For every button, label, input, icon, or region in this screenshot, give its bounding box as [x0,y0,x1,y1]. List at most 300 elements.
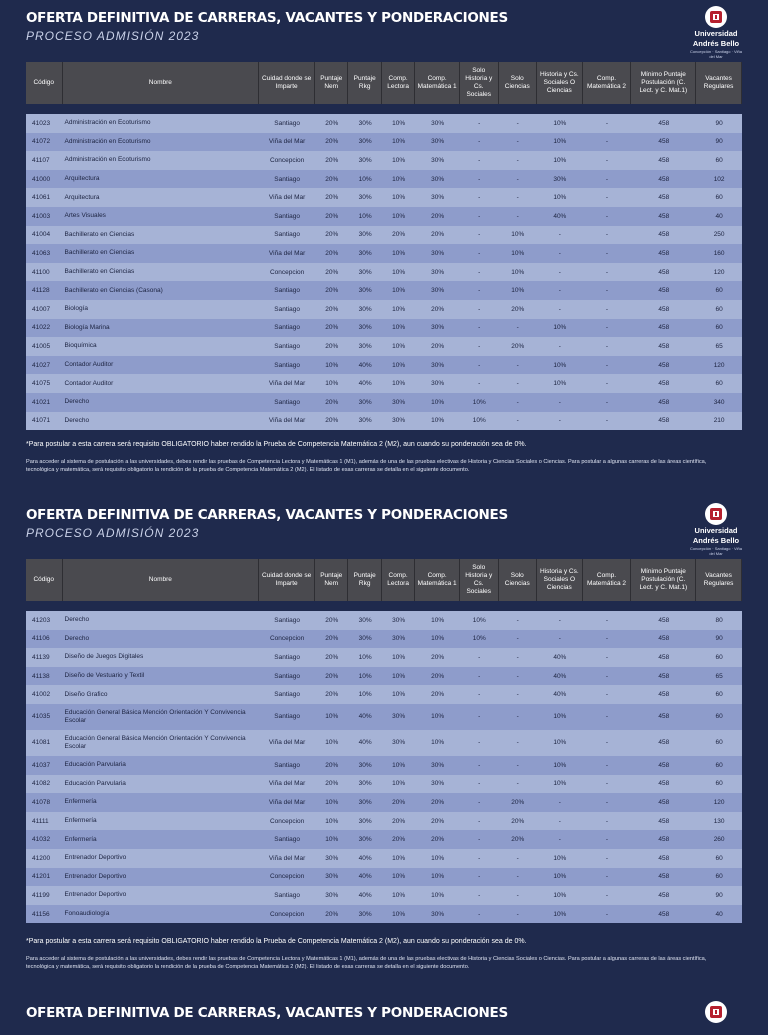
table-row [26,226,742,245]
table-cell: 40% [348,356,381,375]
table-cell: - [583,685,632,704]
table-cell: - [460,886,499,905]
table-cell: 160 [696,244,742,263]
table-cell: Concepcion [259,812,315,831]
table-cell: 20% [382,830,415,849]
career-name: Educación General Básica Mención Orientación Y Convivencia Escolar [63,730,260,756]
table-cell: 30% [348,793,381,812]
table-cell: 30% [415,281,460,300]
table-row [26,849,742,868]
table-cell: 458 [631,281,696,300]
university-logo [688,503,744,556]
table-cell: - [499,730,538,756]
table-cell: 458 [631,812,696,831]
table-cell: - [460,793,499,812]
career-name: Diseño de Vestuario y Textil [63,667,260,686]
table-cell: - [583,374,632,393]
table-cell: - [460,226,499,245]
table-cell: 20% [315,170,348,189]
table-cell: - [460,319,499,338]
table-cell: 30% [415,756,460,775]
table-cell: 458 [631,611,696,630]
table-cell: 40% [537,207,583,226]
table-cell: - [499,630,538,649]
admission-note: Para acceder al sistema de postulación a las universidades, debes rendir las pruebas de Competencia Lectora y Matemáticas 1 (M1), además de una de las pruebas electivas de Historia y Ciencias Sociales o Ciencias. Para postular a algunas carreras de las áreas científica, tecnológica y matemática, será requisito obligatorio la rendición de la prueba de Competencia Matemática 2 (M2). El listado de esas carreras se detalla en el siguiente documento. [26,459,707,473]
table-cell: 30% [382,412,415,431]
table-cell: 30% [348,226,381,245]
table-cell: 60 [696,188,742,207]
table-cell: - [537,281,583,300]
table-cell: 458 [631,830,696,849]
table-cell: 10% [415,630,460,649]
footnote: *Para postular a esta carrera será requisito OBLIGATORIO haber rendido la Prueba de Competencia Matemática 2 (M2), aun cuando su ponderación sea de 0%. [26,441,527,448]
table-cell: 30% [415,319,460,338]
table-cell: 10% [460,630,499,649]
table-cell: 60 [696,756,742,775]
table-cell: - [583,730,632,756]
table-cell: 10% [315,793,348,812]
university-logo [688,6,744,59]
table-cell: 10% [537,730,583,756]
table-row [26,337,742,356]
table-cell: Santiago [259,667,315,686]
table-cell: - [499,704,538,730]
table-cell: - [499,849,538,868]
table-cell: - [499,170,538,189]
table-cell: 10% [537,756,583,775]
table-cell: - [499,648,538,667]
table-cell: 40% [348,849,381,868]
table-cell: - [499,374,538,393]
career-code: 41027 [26,356,63,375]
table-cell: - [583,170,632,189]
table-cell: 120 [696,356,742,375]
table-cell: 20% [415,226,460,245]
table-cell: - [583,319,632,338]
table-cell: 10% [415,730,460,756]
career-code: 41201 [26,868,63,887]
career-code: 41199 [26,886,63,905]
table-cell: 20% [315,207,348,226]
table-cell: Santiago [259,226,315,245]
table-cell: 30% [415,114,460,133]
table-cell: 30% [382,630,415,649]
table-cell: 10% [499,226,538,245]
table-cell: 102 [696,170,742,189]
table-cell: Viña del Mar [259,188,315,207]
table-row [26,830,742,849]
table-cell: Concepcion [259,263,315,282]
career-name: Entrenador Deportivo [63,868,260,887]
table-cell: 40% [537,667,583,686]
table-cell: 10% [315,704,348,730]
table-cell: 20% [315,114,348,133]
table-cell: 40 [696,905,742,924]
table-cell: 10% [348,170,381,189]
table-cell: 458 [631,630,696,649]
logo-name-line2: Andrés Bello [692,536,740,545]
table-row [26,281,742,300]
footnote: *Para postular a esta carrera será requisito OBLIGATORIO haber rendido la Prueba de Competencia Matemática 2 (M2), aun cuando su ponderación sea de 0%. [26,938,527,945]
table-cell: 20% [415,337,460,356]
column-header: Código [26,62,63,104]
table-cell: - [460,905,499,924]
career-name: Arquitectura [63,170,260,189]
column-header: Puntaje Rkg [348,62,381,104]
table-cell: - [460,151,499,170]
table-cell: Santiago [259,685,315,704]
table-cell: 20% [315,905,348,924]
table-cell: 10% [315,812,348,831]
table-cell: - [583,393,632,412]
career-code: 41111 [26,812,63,831]
table-cell: 30% [415,263,460,282]
table-cell: 60 [696,648,742,667]
table-cell: - [499,905,538,924]
table-cell: 20% [315,667,348,686]
table-cell: 40% [348,704,381,730]
table-cell: 458 [631,151,696,170]
career-code: 41138 [26,667,63,686]
table-cell: - [537,337,583,356]
table-row [26,319,742,338]
table-cell: 20% [382,812,415,831]
table-cell: Santiago [259,281,315,300]
table-cell: 20% [315,263,348,282]
career-code: 41002 [26,685,63,704]
table-cell: Santiago [259,830,315,849]
column-header: Comp. Matemática 2 [583,559,632,601]
career-name: Arquitectura [63,188,260,207]
table-cell: 20% [499,812,538,831]
career-name: Biología [63,300,260,319]
career-code: 41072 [26,133,63,152]
table-cell: 10% [382,868,415,887]
table-cell: 20% [315,630,348,649]
table-cell: - [499,611,538,630]
table-cell: - [537,630,583,649]
table-cell: 10% [537,356,583,375]
table-cell: 40% [348,868,381,887]
column-header: Comp. Lectora [382,62,415,104]
table-header-row [26,559,742,601]
career-code: 41005 [26,337,63,356]
table-cell: 10% [315,374,348,393]
career-code: 41107 [26,151,63,170]
table-row [26,868,742,887]
table-cell: Viña del Mar [259,849,315,868]
table-cell: 10% [382,667,415,686]
table-cell: Santiago [259,207,315,226]
table-cell: - [583,648,632,667]
table-cell: 30% [348,337,381,356]
table-cell: 10% [537,151,583,170]
table-cell: 10% [382,188,415,207]
table-cell: 30% [348,300,381,319]
table-cell: 20% [499,793,538,812]
table-cell: - [460,868,499,887]
admission-note: Para acceder al sistema de postulación a las universidades, debes rendir las pruebas de Competencia Lectora y Matemáticas 1 (M1), además de una de las pruebas electivas de Historia y Ciencias Sociales o Ciencias. Para postular a algunas carreras de las áreas científica, tecnológica y matemática, será requisito obligatorio la rendición de la prueba de Competencia Matemática 2 (M2). El listado de esas carreras se detalla en el siguiente documento. [26,956,707,970]
career-code: 41007 [26,300,63,319]
table-row [26,630,742,649]
career-code: 41106 [26,630,63,649]
table-cell: - [499,133,538,152]
career-code: 41200 [26,849,63,868]
table-cell: 10% [315,830,348,849]
table-cell: - [583,905,632,924]
career-name: Fonoaudiología [63,905,260,924]
table-cell: - [499,393,538,412]
page-subtitle: PROCESO ADMISIÓN 2023 [26,29,200,43]
table-cell: 60 [696,730,742,756]
table-cell: 30% [348,319,381,338]
column-header: Comp. Lectora [382,559,415,601]
table-cell: 20% [315,412,348,431]
career-name: Biología Marina [63,319,260,338]
table-cell: 458 [631,849,696,868]
table-cell: 458 [631,244,696,263]
table-cell: 10% [382,319,415,338]
table-cell: Santiago [259,611,315,630]
table-cell: 30% [415,133,460,152]
career-code: 41000 [26,170,63,189]
table-cell: - [499,188,538,207]
table-cell: - [583,226,632,245]
table-cell: - [460,685,499,704]
column-header: Historia y Cs. Sociales O Ciencias [537,559,583,601]
table-cell: 40% [348,730,381,756]
table-cell: 10% [348,685,381,704]
table-cell: - [537,830,583,849]
table-cell: 10% [348,648,381,667]
table-cell: 20% [315,611,348,630]
column-header: Solo Historia y Cs. Sociales [460,559,499,601]
table-cell: - [583,356,632,375]
table-cell: 458 [631,263,696,282]
table-cell: Viña del Mar [259,793,315,812]
table-cell: Santiago [259,886,315,905]
table-cell: - [460,133,499,152]
table-row [26,886,742,905]
table-cell: 30% [315,868,348,887]
career-name: Artes Visuales [63,207,260,226]
career-code: 41082 [26,775,63,794]
table-cell: 20% [315,133,348,152]
table-cell: 60 [696,374,742,393]
table-cell: 65 [696,337,742,356]
table-cell: - [499,667,538,686]
logo-name-line1: Universidad [694,29,738,38]
table-cell: 20% [415,207,460,226]
table-row [26,648,742,667]
table-cell: 30% [382,611,415,630]
table-cell: Viña del Mar [259,775,315,794]
table-cell: - [499,685,538,704]
column-header: Vacantes Regulares [696,559,742,601]
table-cell: 30% [348,393,381,412]
career-name: Administración en Ecoturismo [63,151,260,170]
table-cell: 20% [315,188,348,207]
table-cell: 10% [499,244,538,263]
career-name: Enfermería [63,812,260,831]
table-cell: - [460,730,499,756]
table-cell: 30% [537,170,583,189]
career-name: Derecho [63,412,260,431]
table-cell: - [499,756,538,775]
table-cell: - [583,704,632,730]
table-cell: 458 [631,114,696,133]
career-name: Derecho [63,611,260,630]
table-cell: 210 [696,412,742,431]
table-row [26,812,742,831]
table-row [26,667,742,686]
table-cell: 40 [696,207,742,226]
table-cell: 30% [415,151,460,170]
logo-tagline: Concepción · Santiago · Viña del Mar [690,546,742,556]
career-code: 41023 [26,114,63,133]
table-cell: 10% [499,281,538,300]
table-cell: 10% [315,356,348,375]
table-cell: 458 [631,170,696,189]
table-cell: - [460,775,499,794]
table-cell: - [583,281,632,300]
table-cell: 30% [315,849,348,868]
table-cell: 30% [415,374,460,393]
table-cell: 10% [382,281,415,300]
table-cell: - [460,756,499,775]
career-code: 41032 [26,830,63,849]
table-cell: 20% [315,244,348,263]
table-cell: Santiago [259,756,315,775]
career-code: 41203 [26,611,63,630]
table-cell: 10% [499,263,538,282]
table-cell: 10% [537,886,583,905]
career-code: 41022 [26,319,63,338]
table-cell: 20% [499,830,538,849]
table-cell: - [537,393,583,412]
table-cell: 458 [631,730,696,756]
career-code: 41139 [26,648,63,667]
career-code: 41003 [26,207,63,226]
table-cell: 10% [315,730,348,756]
table-cell: 30% [415,905,460,924]
table-cell: 30% [415,775,460,794]
career-name: Bachillerato en Ciencias [63,226,260,245]
column-header: Código [26,559,63,601]
table-cell: 20% [315,281,348,300]
table-row [26,905,742,924]
career-name: Bioquímica [63,337,260,356]
table-cell: 10% [382,151,415,170]
table-cell: 458 [631,356,696,375]
table-cell: 10% [537,775,583,794]
table-cell: - [499,356,538,375]
table-cell: 10% [382,300,415,319]
header-spacer [26,601,742,611]
career-code: 41100 [26,263,63,282]
table-cell: - [460,337,499,356]
table-cell: Viña del Mar [259,412,315,431]
table-cell: 10% [537,188,583,207]
table-cell: 40% [537,648,583,667]
table-row [26,151,742,170]
table-cell: 30% [348,114,381,133]
table-cell: - [460,207,499,226]
column-header: Nombre [63,62,260,104]
university-logo [688,1001,744,1023]
table-cell: 30% [348,905,381,924]
table-cell: 10% [382,244,415,263]
table-cell: 20% [415,793,460,812]
table-cell: 30% [348,412,381,431]
table-cell: - [460,667,499,686]
table-cell: 40% [537,685,583,704]
table-cell: Santiago [259,114,315,133]
table-cell: 10% [415,849,460,868]
column-header: Historia y Cs. Sociales O Ciencias [537,62,583,104]
table-cell: 10% [382,170,415,189]
table-cell: 30% [348,244,381,263]
table-cell: 120 [696,793,742,812]
table-cell: - [583,756,632,775]
table-cell: 458 [631,374,696,393]
table-cell: - [460,812,499,831]
column-header: Solo Ciencias [499,62,538,104]
table-cell: 90 [696,886,742,905]
table-cell: 458 [631,133,696,152]
table-cell: 60 [696,300,742,319]
table-cell: 30% [415,356,460,375]
table-cell: - [583,263,632,282]
page-subtitle: PROCESO ADMISIÓN 2023 [26,526,200,540]
table-cell: Concepcion [259,630,315,649]
table-cell: 10% [415,868,460,887]
table-cell: - [460,704,499,730]
table-cell: 20% [382,226,415,245]
table-cell: 10% [382,905,415,924]
career-code: 41063 [26,244,63,263]
table-cell: 458 [631,685,696,704]
table-row [26,793,742,812]
table-row [26,393,742,412]
careers-table [26,559,742,923]
table-cell: - [499,151,538,170]
career-code: 41004 [26,226,63,245]
table-cell: - [583,830,632,849]
table-cell: 20% [315,756,348,775]
career-code: 41021 [26,393,63,412]
table-cell: 30% [382,393,415,412]
column-header: Cuidad donde se Imparte [259,62,315,104]
table-row [26,730,742,756]
table-cell: 458 [631,188,696,207]
table-cell: 10% [415,886,460,905]
table-cell: 30% [348,133,381,152]
column-header: Comp. Matemática 1 [415,559,460,601]
table-cell: Santiago [259,648,315,667]
career-name: Derecho [63,393,260,412]
table-cell: Santiago [259,170,315,189]
table-cell: 10% [382,886,415,905]
table-cell: 10% [382,337,415,356]
table-cell: 20% [415,667,460,686]
table-row [26,374,742,393]
table-cell: 20% [315,337,348,356]
career-name: Educación Parvularia [63,775,260,794]
logo-name-line2: Andrés Bello [692,39,740,48]
table-cell: 10% [415,611,460,630]
table-cell: 20% [315,319,348,338]
